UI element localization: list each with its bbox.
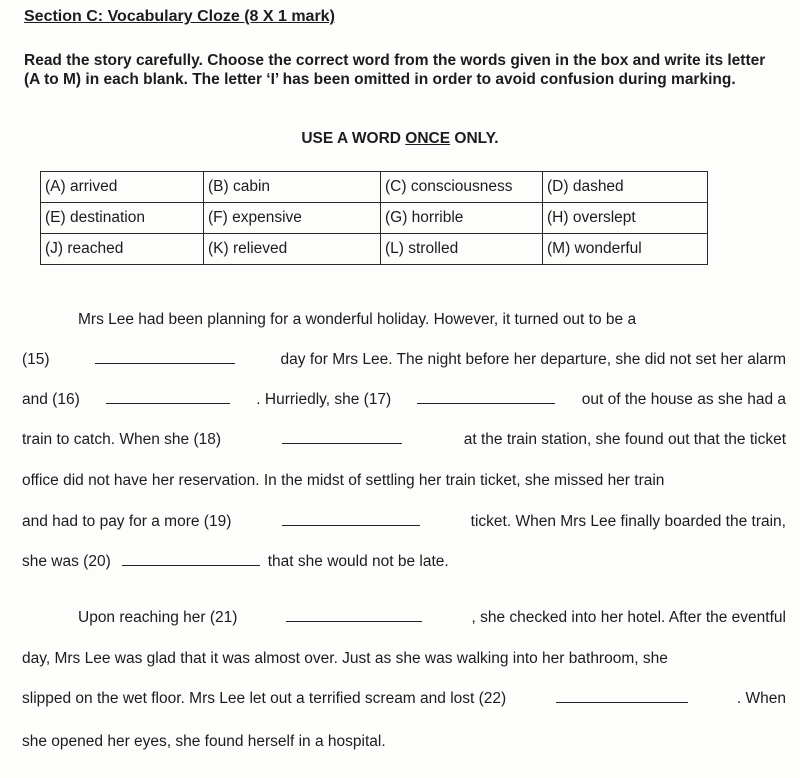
use-once-instruction (0, 130, 800, 148)
passage-text: , she checked into her hotel. After the eventful (471, 609, 786, 626)
word-option: (B) cabin (204, 172, 381, 203)
passage-text: she opened her eyes, she found herself in a hospital. (22, 733, 386, 750)
passage-text: day, Mrs Lee was glad that it was almost over. Just as she was walking into her bathroom, she (22, 650, 668, 667)
passage-line (22, 472, 786, 490)
passage-text: . Hurriedly, she (17) (256, 391, 392, 408)
word-box-row (41, 203, 708, 234)
passage-text: train to catch. When she (18) (22, 431, 222, 448)
word-box-row (41, 234, 708, 265)
passage-text: Upon reaching her (21) (78, 609, 238, 626)
word-option: (J) reached (41, 234, 204, 265)
passage-text: and had to pay for a more (19) (22, 513, 232, 530)
word-option: (G) horrible (381, 203, 543, 234)
word-option: (M) wonderful (543, 234, 708, 265)
word-option: (A) arrived (41, 172, 204, 203)
passage-text: she was (20) (22, 553, 111, 570)
passage-text: slipped on the wet floor. Mrs Lee let out a terrified scream and lost (22) (22, 690, 507, 707)
passage-text: that she would not be late. (267, 553, 449, 570)
answer-blank-19[interactable] (282, 524, 420, 526)
word-option: (E) destination (41, 203, 204, 234)
passage-line (22, 391, 786, 409)
word-option: (D) dashed (543, 172, 708, 203)
passage-text: Mrs Lee had been planning for a wonderful holiday. However, it turned out to be a (78, 311, 637, 328)
passage-text: at the train station, she found out that the ticket (463, 431, 786, 448)
use-once-suffix: ONLY. (454, 130, 499, 147)
passage-text: ticket. When Mrs Lee finally boarded the train, (470, 513, 786, 530)
use-once-prefix: USE A WORD (301, 130, 401, 147)
answer-blank-15[interactable] (95, 362, 235, 364)
answer-blank-22[interactable] (556, 701, 688, 703)
passage-line (22, 553, 786, 571)
answer-blank-17[interactable] (417, 402, 555, 404)
word-box-table (40, 171, 708, 265)
word-option: (H) overslept (543, 203, 708, 234)
passage-line (22, 650, 786, 668)
passage-line (22, 431, 786, 449)
word-option: (F) expensive (204, 203, 381, 234)
passage-text: and (16) (22, 391, 80, 408)
passage-line (78, 609, 786, 627)
section-title: Section C: Vocabulary Cloze (8 X 1 mark) (24, 8, 335, 25)
word-option: (K) relieved (204, 234, 381, 265)
question-number-15: (15) (22, 351, 50, 368)
answer-blank-16[interactable] (106, 402, 230, 404)
passage-text: out of the house as she had a (581, 391, 786, 408)
passage-line (22, 733, 786, 751)
passage-text: office did not have her reservation. In the midst of settling her train ticket, she missed her train (22, 472, 665, 489)
use-once-emphasis: ONCE (405, 130, 451, 147)
passage-line (22, 513, 786, 531)
passage-text: day for Mrs Lee. The night before her departure, she did not set her alarm (280, 351, 786, 368)
instructions: Read the story carefully. Choose the correct word from the words given in the box and write its letter (A to M) in each blank. The letter ‘I’ has been omitted in order to avoid confusion during marking. (24, 52, 766, 88)
word-option: (C) consciousness (381, 172, 543, 203)
answer-blank-21[interactable] (286, 620, 422, 622)
passage-line (22, 690, 786, 708)
answer-blank-20[interactable] (122, 564, 260, 566)
word-box-row (41, 172, 708, 203)
passage-line (78, 311, 786, 329)
answer-blank-18[interactable] (282, 442, 402, 444)
passage-text: . When (736, 690, 786, 707)
passage-line (22, 351, 786, 369)
word-option: (L) strolled (381, 234, 543, 265)
